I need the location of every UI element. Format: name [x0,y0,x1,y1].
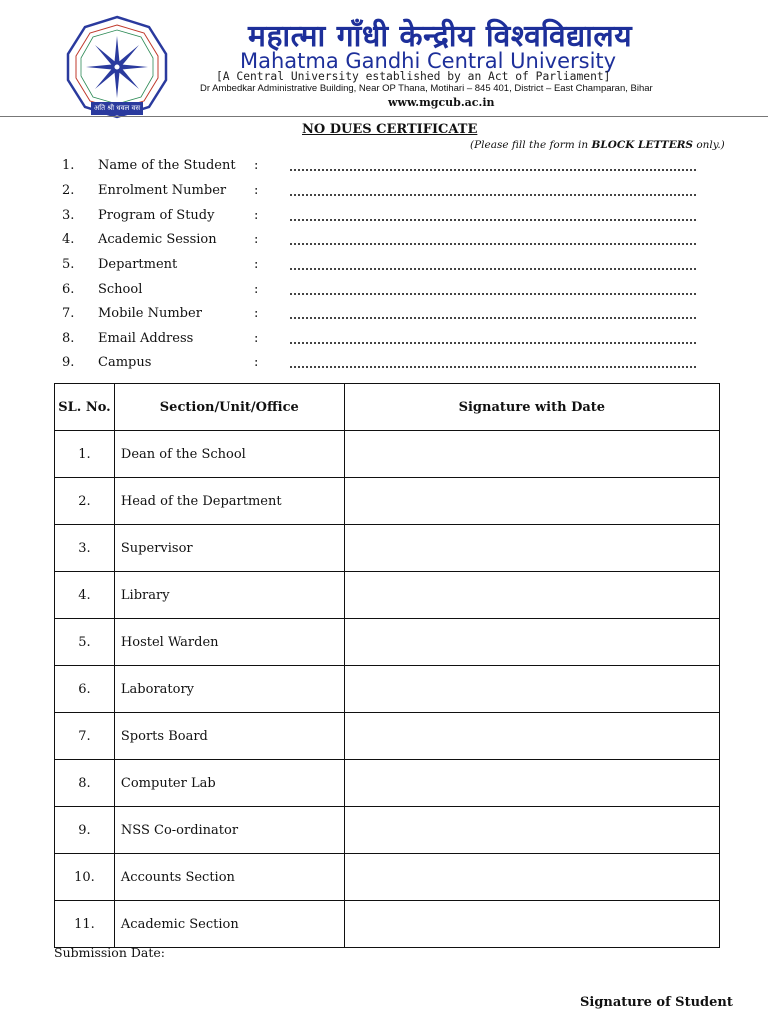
section-name: Head of the Department [114,478,344,525]
row-number: 4. [55,572,115,619]
field-colon: : [254,355,259,370]
section-name: NSS Co-ordinator [114,807,344,854]
section-name: Dean of the School [114,431,344,478]
field-number: 2. [62,183,75,198]
signature-cell[interactable] [344,901,719,948]
column-header-section: Section/Unit/Office [114,384,344,431]
signature-cell[interactable] [344,666,719,713]
university-website: www.mgcub.ac.in [388,96,495,109]
field-number: 4. [62,232,75,247]
clearance-table [54,383,720,948]
field-label: Program of Study [98,208,215,223]
column-header-signature: Signature with Date [344,384,719,431]
row-number: 3. [55,525,115,572]
table-row [55,431,720,478]
table-row [55,619,720,666]
signature-cell[interactable] [344,854,719,901]
section-name: Academic Section [114,901,344,948]
signature-cell[interactable] [344,619,719,666]
section-name: Laboratory [114,666,344,713]
column-header-sl-no: SL. No. [55,384,115,431]
university-address: Dr Ambedkar Administrative Building, Near OP Thana, Motihari – 845 401, District – East Champaran, Bihar [200,83,653,94]
field-student-name [0,158,768,178]
field-label: School [98,282,143,297]
field-school [0,282,768,302]
field-number: 7. [62,306,75,321]
signature-cell[interactable] [344,807,719,854]
signature-cell[interactable] [344,572,719,619]
field-label: Mobile Number [98,306,202,321]
field-program-of-study [0,208,768,228]
field-department [0,257,768,277]
instruction-suffix: only.) [693,139,725,151]
field-number: 9. [62,355,75,370]
table-row [55,525,720,572]
field-colon: : [254,183,259,198]
row-number: 6. [55,666,115,713]
field-colon: : [254,257,259,272]
signature-cell[interactable] [344,478,719,525]
row-number: 5. [55,619,115,666]
field-enrolment-number [0,183,768,203]
student-signature-label: Signature of Student [580,995,733,1010]
field-colon: : [254,306,259,321]
table-row [55,572,720,619]
row-number: 8. [55,760,115,807]
submission-date-label: Submission Date: [54,945,165,960]
field-number: 3. [62,208,75,223]
field-label: Department [98,257,178,272]
field-number: 1. [62,158,75,173]
field-colon: : [254,331,259,346]
field-colon: : [254,282,259,297]
table-row [55,760,720,807]
table-row [55,854,720,901]
field-campus [0,355,768,375]
university-tagline: [A Central University established by an Act of Parliament] [216,70,611,83]
field-number: 8. [62,331,75,346]
table-row [55,807,720,854]
fill-in-line[interactable] [290,194,696,196]
row-number: 2. [55,478,115,525]
field-number: 5. [62,257,75,272]
university-logo [62,14,172,120]
row-number: 9. [55,807,115,854]
field-label: Campus [98,355,152,370]
section-name: Computer Lab [114,760,344,807]
field-label: Email Address [98,331,194,346]
university-title-english: Mahatma Gandhi Central University [240,49,617,73]
table-header-row [55,384,720,431]
fill-in-line[interactable] [290,169,696,171]
table-row [55,666,720,713]
header-divider [0,116,768,117]
field-colon: : [254,232,259,247]
form-instruction [470,139,725,151]
field-academic-session [0,232,768,252]
field-colon: : [254,158,259,173]
signature-cell[interactable] [344,431,719,478]
field-number: 6. [62,282,75,297]
field-label: Enrolment Number [98,183,227,198]
field-label: Academic Session [98,232,217,247]
row-number: 10. [55,854,115,901]
field-mobile-number [0,306,768,326]
field-email-address [0,331,768,351]
section-name: Accounts Section [114,854,344,901]
table-row [55,901,720,948]
university-title-hindi: महात्मा गाँधी केन्द्रीय विश्वविद्यालय [248,19,633,54]
signature-cell[interactable] [344,525,719,572]
table-row [55,478,720,525]
field-label: Name of the Student [98,158,236,173]
fill-in-line[interactable] [290,268,696,270]
fill-in-line[interactable] [290,243,696,245]
row-number: 11. [55,901,115,948]
field-colon: : [254,208,259,223]
section-name: Supervisor [114,525,344,572]
row-number: 7. [55,713,115,760]
fill-in-line[interactable] [290,293,696,295]
fill-in-line[interactable] [290,219,696,221]
section-name: Library [114,572,344,619]
table-row [55,713,720,760]
fill-in-line[interactable] [290,342,696,344]
row-number: 1. [55,431,115,478]
instruction-prefix: (Please fill the form in [470,139,592,151]
section-name: Sports Board [114,713,344,760]
logo-motto: अति श्री धवल वस [93,104,141,112]
signature-cell[interactable] [344,713,719,760]
fill-in-line[interactable] [290,366,696,368]
signature-cell[interactable] [344,760,719,807]
instruction-emphasis: BLOCK LETTERS [591,139,694,151]
fill-in-line[interactable] [290,317,696,319]
document-title: NO DUES CERTIFICATE [302,122,478,137]
section-name: Hostel Warden [114,619,344,666]
